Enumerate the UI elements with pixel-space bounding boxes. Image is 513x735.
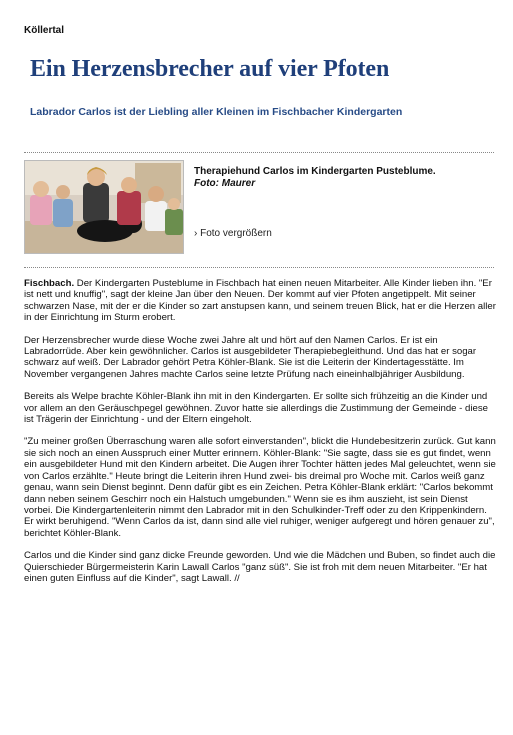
- photo-caption: [194, 166, 494, 190]
- photo-caption-text: Therapiehund Carlos im Kindergarten Pusteblume.: [194, 166, 436, 177]
- separator-bottom: [24, 267, 494, 268]
- headline: Ein Herzensbrecher auf vier Pfoten: [30, 56, 390, 82]
- paragraph: [24, 278, 496, 324]
- paragraph: Der Herzensbrecher wurde diese Woche zwei Jahre alt und hört auf den Namen Carlos. Er ist ein Labradorrüde. Aber kein gewöhnlicher. Carlos ist ausgebildeter Therapiebegleithund. Und das hat er sogar schwarz auf weiß. Der Labrador gehört Petra Köhler-Blank. Sie ist die Leiterin der Kindertagesstätte. Im November vergangenen Jahres machte Carlos seine letzte Prüfung nach eineinhalbjähriger Ausbildung.: [24, 334, 477, 380]
- article-photo[interactable]: [24, 160, 184, 254]
- subheadline: Labrador Carlos ist der Liebling aller Kleinen im Fischbacher Kindergarten: [30, 106, 403, 118]
- paragraph: Carlos und die Kinder sind ganz dicke Freunde geworden. Und wie die Mädchen und Buben, so findet auch die Quierschieder Bürgermeisterin Karin Lawall Carlos "ganz süß". Sie ist froh mit dem neuen Mitarbeiter. "Er hat einen guten Einfluss auf die Kinder", sagt Lawall. //: [24, 550, 496, 584]
- separator-top: [24, 152, 494, 153]
- section-rubric: Köllertal: [24, 25, 65, 36]
- photo-credit: Foto: Maurer: [194, 178, 256, 189]
- paragraph: Bereits als Welpe brachte Köhler-Blank ihn mit in den Kindergarten. Er sollte sich frühzeitig an die Kinder und vor allem an den Geräuschpegel gewöhnen. Zuvor hatte sie allerdings die Zustimmung der Gemeinde - diese ist Trägerin der Einrichtung - und der Eltern eingeholt.: [24, 391, 488, 426]
- article-body: [24, 278, 496, 595]
- dateline: Fischbach.: [24, 278, 75, 289]
- enlarge-photo-link[interactable]: › Foto vergrößern: [194, 228, 272, 239]
- paragraph: "Zu meiner großen Überraschung waren alle sofort einverstanden", blickt die Hundebesitzerin zurück. Gut kann sie sich noch an einen Ausspruch einer Mutter erinnern. Köhler-Blank: "Sie sagte, dass sie es gut findet, wenn ein ausgebildeter Hund mit den Kindern arbeitet. Die Augen ihrer Tochter hätten jedes Mal geleuchtet, wenn sie von Carlos erzählte." Heute bringt die Leiterin ihren Hund zwei- bis dreimal pro Woche mit. Carlos weiß ganz genau, wann sein Dienst beginnt. Denn dafür gibt es ein Zeichen. Petra Köhler-Blank erklärt: "Carlos bekommt dann neben seinem Geschirr noch ein Halstuch umgebunden." Wenn sie es ihm auszieht, ist sein Dienst vorbei. Die Kindergartenleiterin nimmt den Labrador mit in den Schulkinder-Treff oder zu den Krippenkindern. Er wirkt beruhigend. "Wenn Carlos da ist, dann sind alle viel ruhiger, weniger aufgeregt und hören genauer zu", berichtet Köhler-Blank.: [24, 436, 496, 539]
- paragraph-text: Der Kindergarten Pusteblume in Fischbach hat einen neuen Mitarbeiter. Alle Kinder lieben ihn. "Er ist nett und knuffig", sagt der kleine Jan über den Neuen. Der kommt auf vier Pfoten angetippelt. Mit seiner schwarzen Nase, mit der er die Kinder so zart anstupsen kann, und seinem treuen Blick, hat er die Herzen aller in der Einrichtung im Sturm erobert.: [24, 278, 496, 324]
- photo-image: [25, 161, 183, 253]
